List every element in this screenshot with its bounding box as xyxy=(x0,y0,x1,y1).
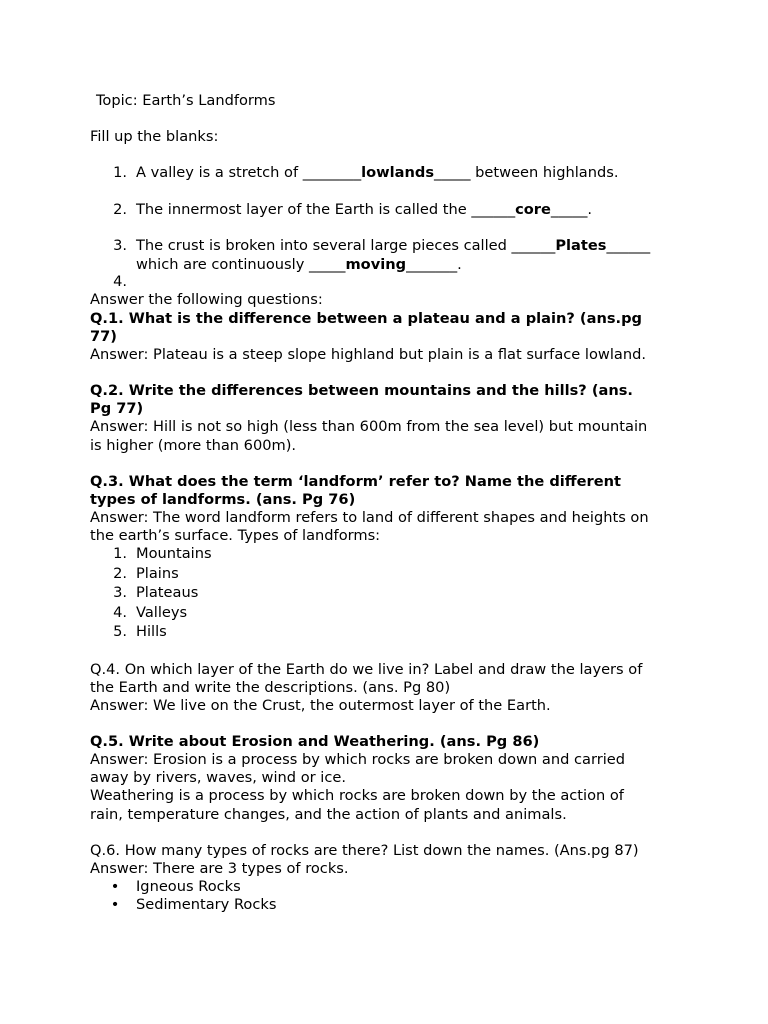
answer-5-line-4: rain, temperature changes, and the action of plants and animals. xyxy=(90,806,567,823)
item-text-continued: which are continuously _____moving_______. xyxy=(136,256,462,273)
answer-6: Answer: There are 3 types of rocks. xyxy=(90,860,349,877)
item-number: 2. xyxy=(113,201,127,218)
question-2-line-1: Q.2. Write the differences between mountains and the hills? (ans. xyxy=(90,382,633,399)
answer-2-line-1: Answer: Hill is not so high (less than 600m from the sea level) but mountain xyxy=(90,418,648,435)
question-2-line-2: Pg 77) xyxy=(90,400,144,417)
item-text: Plains xyxy=(136,565,179,582)
bullet-icon: • xyxy=(110,878,120,895)
item-text: A valley is a stretch of ________lowlands_____ between highlands. xyxy=(136,164,619,181)
question-6: Q.6. How many types of rocks are there? List down the names. (Ans.pg 87) xyxy=(90,842,639,859)
question-4-line-2: the Earth and write the descriptions. (ans. Pg 80) xyxy=(90,679,451,696)
item-number: 4. xyxy=(113,604,127,621)
item-text: Igneous Rocks xyxy=(136,878,241,895)
item-text: Valleys xyxy=(136,604,188,621)
answer-5-line-2: away by rivers, waves, wind or ice. xyxy=(90,769,346,786)
item-number: 3. xyxy=(113,237,127,254)
answer-word: Plates xyxy=(555,237,607,254)
question-3-line-2: types of landforms. (ans. Pg 76) xyxy=(90,491,356,508)
item-text: Mountains xyxy=(136,545,212,562)
item-number: 2. xyxy=(113,565,127,582)
question-5: Q.5. Write about Erosion and Weathering. (ans. Pg 86) xyxy=(90,733,540,750)
answer-word: lowlands xyxy=(361,164,435,181)
answer-1: Answer: Plateau is a steep slope highland but plain is a flat surface lowland. xyxy=(90,346,646,363)
item-text: The crust is broken into several large pieces called ______Plates______ xyxy=(136,237,651,254)
item-number: 3. xyxy=(113,584,127,601)
item-number: 5. xyxy=(113,623,127,640)
question-3-line-1: Q.3. What does the term ‘landform’ refer to? Name the different xyxy=(90,473,621,490)
answer-5-line-1: Answer: Erosion is a process by which rocks are broken down and carried xyxy=(90,751,625,768)
answer-word: moving xyxy=(345,256,407,273)
item-number: 1. xyxy=(113,545,127,562)
bullet-icon: • xyxy=(110,896,120,913)
item-text: The innermost layer of the Earth is called the ______core_____. xyxy=(136,201,593,218)
answer-2-line-2: is higher (more than 600m). xyxy=(90,437,297,454)
answer-word: core xyxy=(515,201,551,218)
item-text: Sedimentary Rocks xyxy=(136,896,277,913)
item-number: 1. xyxy=(113,164,127,181)
topic-title: Topic: Earth’s Landforms xyxy=(96,92,276,109)
question-1-line-2: 77) xyxy=(90,328,117,345)
item-text: Hills xyxy=(136,623,167,640)
item-text: Plateaus xyxy=(136,584,199,601)
answer-heading: Answer the following questions: xyxy=(90,291,323,308)
question-4-line-1: Q.4. On which layer of the Earth do we live in? Label and draw the layers of xyxy=(90,661,643,678)
fill-heading: Fill up the blanks: xyxy=(90,128,219,145)
answer-3-line-1: Answer: The word landform refers to land of different shapes and heights on xyxy=(90,509,649,526)
answer-3-line-2: the earth’s surface. Types of landforms: xyxy=(90,527,381,544)
answer-5-line-3: Weathering is a process by which rocks are broken down by the action of xyxy=(90,787,624,804)
question-1-line-1: Q.1. What is the difference between a plateau and a plain? (ans.pg xyxy=(90,310,642,327)
item-number: 4. xyxy=(113,273,127,290)
answer-4: Answer: We live on the Crust, the outermost layer of the Earth. xyxy=(90,697,551,714)
